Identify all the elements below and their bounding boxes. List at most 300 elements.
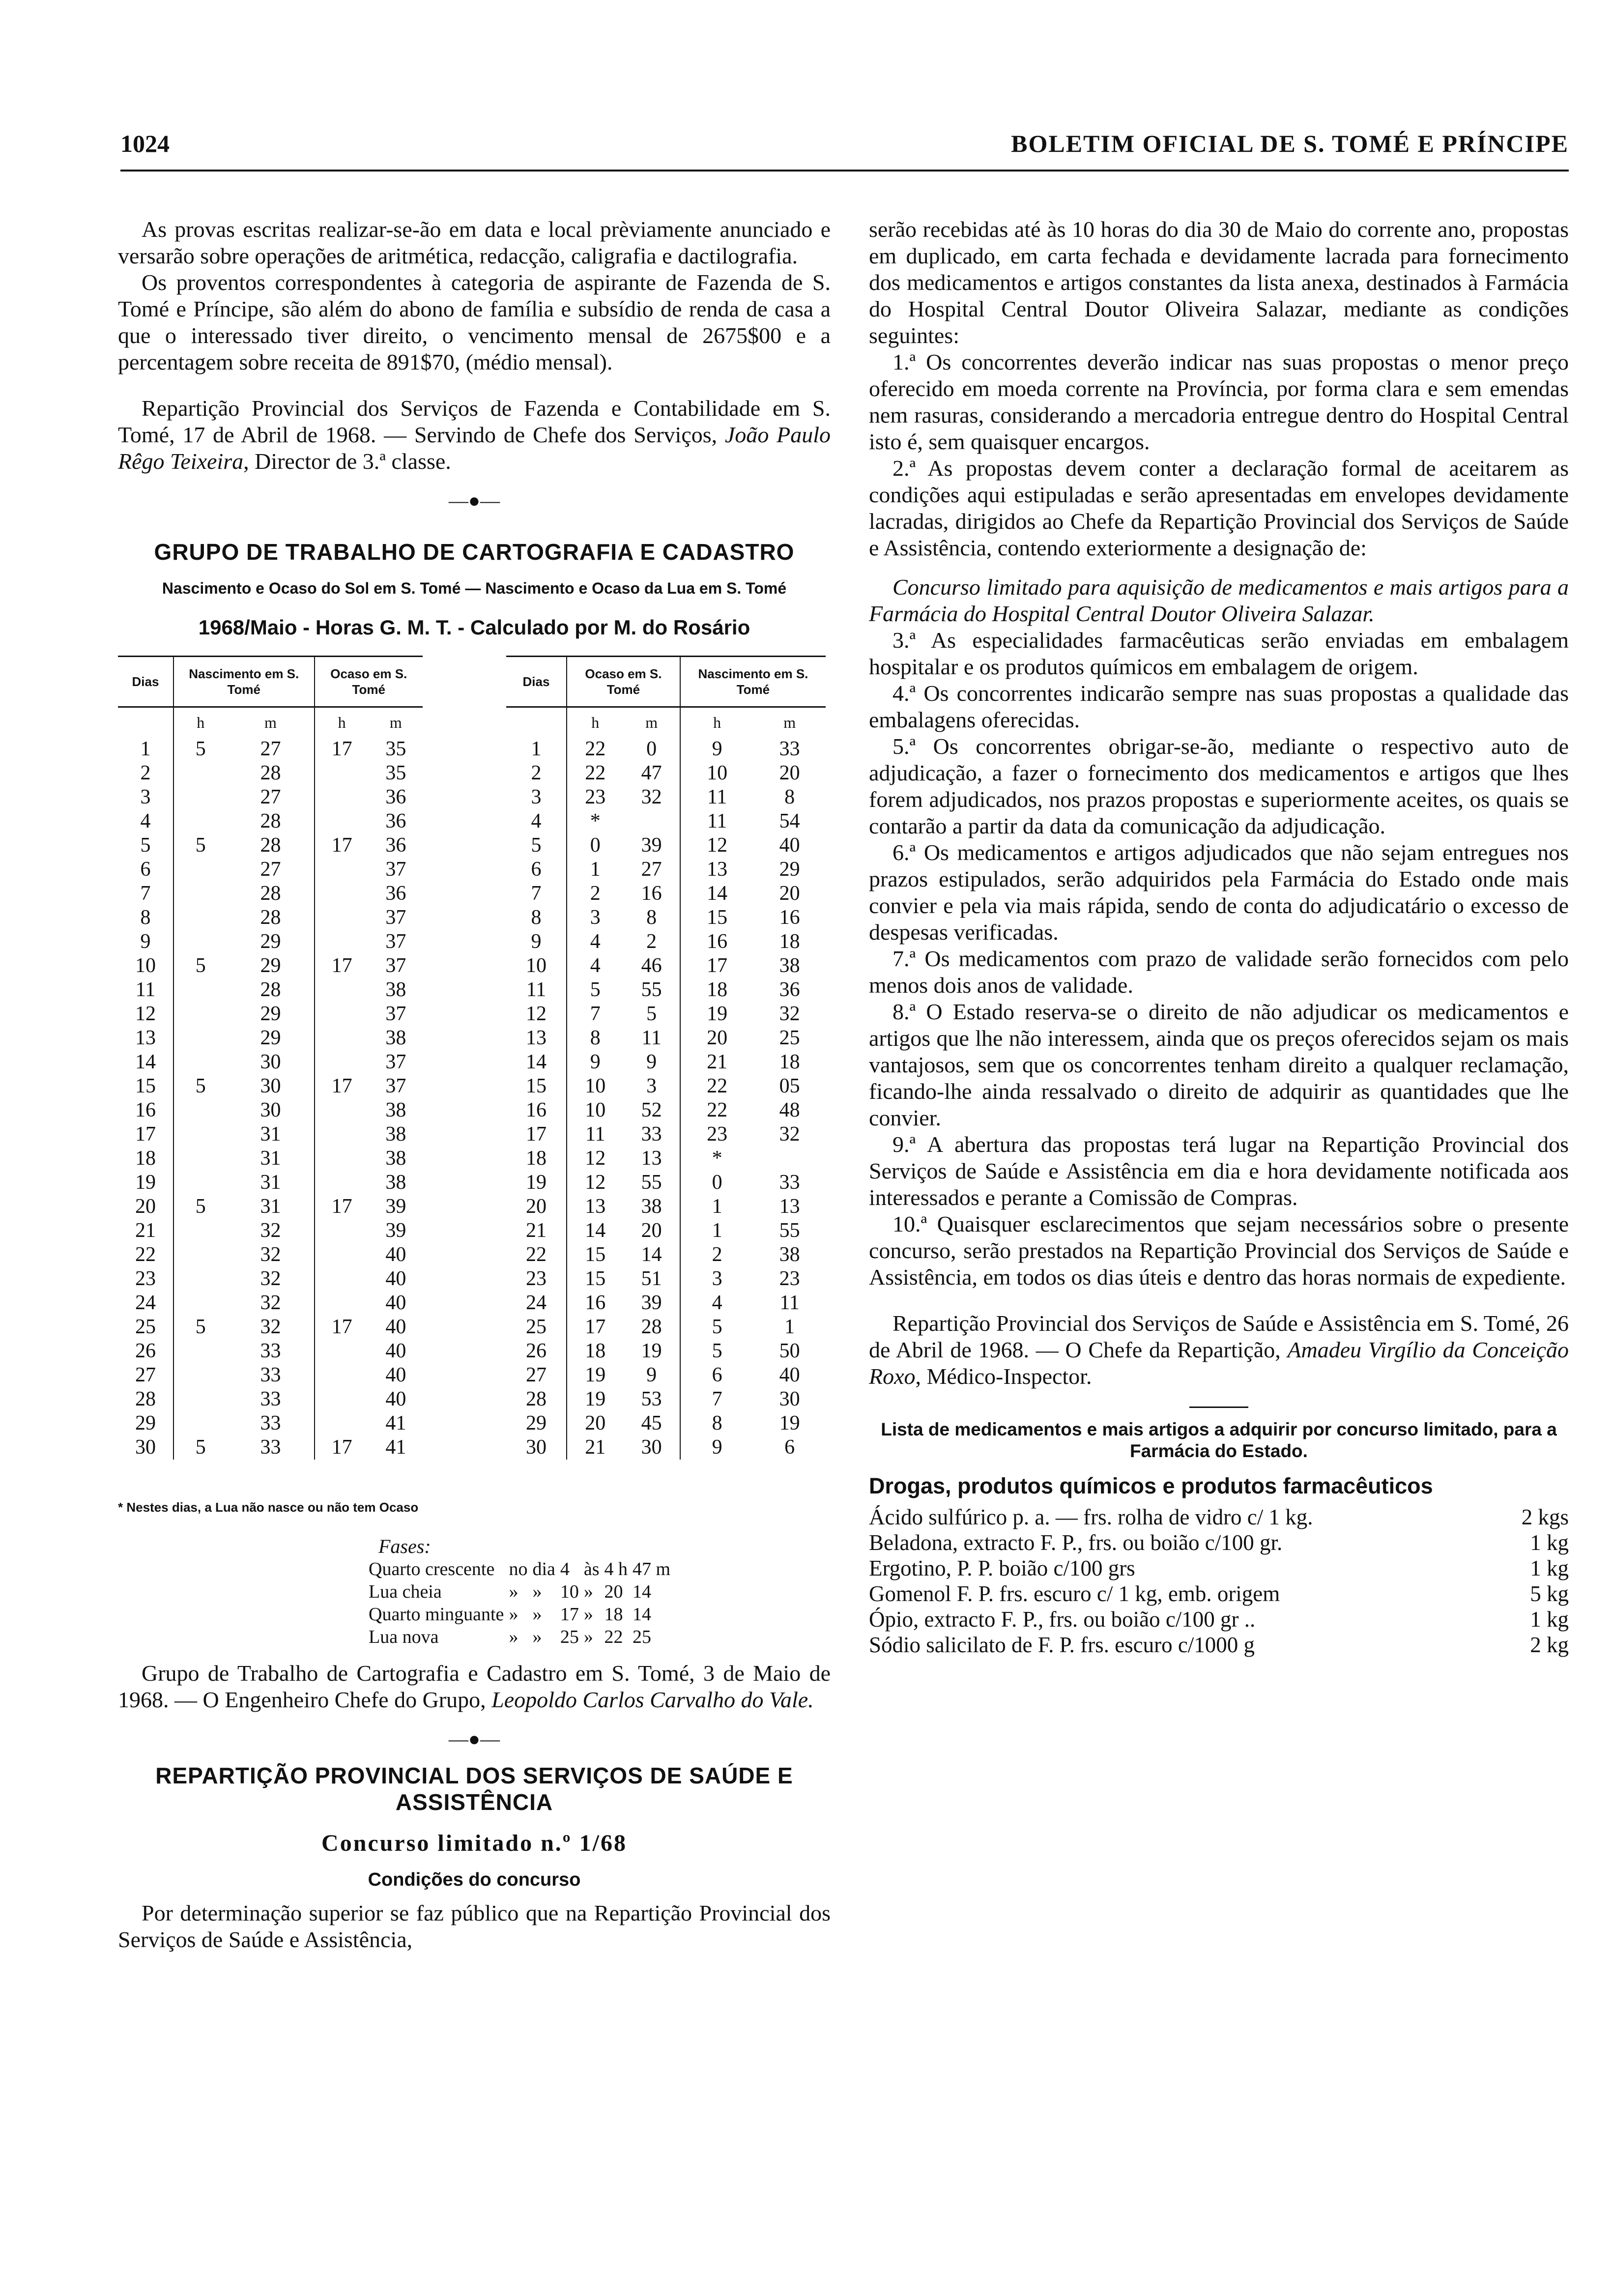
table-cell: 37 [385, 930, 406, 953]
table-cell: 19 [506, 1171, 567, 1195]
table-cell: 2 [506, 761, 567, 785]
table-cell: 8 [623, 906, 680, 930]
table-cell: 20 [118, 1195, 173, 1219]
phase-cell: 17 [560, 1604, 579, 1625]
table-cell: 5 [506, 833, 567, 858]
table-cell: 30 [779, 1388, 800, 1410]
table-cell: 6 [506, 858, 567, 882]
table-cell: 29 [506, 1411, 567, 1435]
table-row [118, 761, 423, 785]
table-cell: 0 [590, 834, 601, 857]
table-row [118, 906, 423, 930]
table-cell: 18 [779, 1051, 800, 1073]
table-cell: 21 [118, 1219, 173, 1243]
condition-1: 1.ª Os concorrentes deverão indicar nas suas propostas o menor preço oferecido em moeda corrente na Província, por forma clara e sem emendas nem rasuras, considerando a mercadoria entregue dentro do Hospital Central isto é, sem quaisquer encargos. [869, 349, 1569, 454]
table-cell: 1 [118, 737, 173, 761]
table-cell: 5 [195, 1316, 206, 1338]
table-cell [173, 1243, 227, 1267]
table-row [118, 1074, 423, 1098]
drug-item [869, 1504, 1569, 1530]
table-cell: 27 [118, 1363, 173, 1387]
phases-title: Fases: [378, 1535, 431, 1557]
astronomy-tables [118, 656, 831, 1491]
table-cell: 37 [385, 906, 406, 929]
table-cell: 41 [385, 1436, 406, 1459]
table-cell: 32 [623, 785, 680, 809]
table-cell: 12 [585, 1171, 606, 1194]
left-column [118, 216, 831, 1953]
table-cell: 10 [707, 762, 728, 784]
table-cell: 4 [590, 930, 601, 953]
units-cell [506, 707, 567, 738]
table-cell [315, 809, 369, 833]
table-cell: 23 [779, 1267, 800, 1290]
table-cell: 5 [623, 1002, 680, 1026]
table-cell: 28 [118, 1387, 173, 1411]
table-cell: 40 [385, 1364, 406, 1386]
table-row [118, 1026, 423, 1050]
table-cell: 20 [707, 1027, 728, 1049]
table-header: Nascimento em S. Tomé [680, 657, 826, 707]
table-cell: 29 [227, 954, 314, 978]
table-cell: 13 [506, 1026, 567, 1050]
drug-name: Ácido sulfúrico p. a. — frs. rolha de vidro c/ 1 kg. [869, 1505, 1313, 1529]
table-cell: 22 [585, 762, 606, 784]
table-row [506, 1339, 826, 1363]
condition-5: 5.ª Os concorrentes obrigar-se-ão, mediante o respectivo auto de adjudicação, a fazer o fornecimento dos medicamentos e artigos que lhes forem adjudicados, nos prazos propostas e superiormente aceites, os quais se contarão a partir da data da comunicação da adjudicação. [869, 734, 1569, 838]
table-cell: 17 [331, 834, 352, 857]
phase-cell: » [509, 1604, 518, 1625]
table-cell: 41 [385, 1412, 406, 1435]
table-cell: 52 [623, 1098, 680, 1122]
table-row [118, 1339, 423, 1363]
publication-title: BOLETIM OFICIAL DE S. TOMÉ E PRÍNCIPE [1011, 130, 1569, 157]
table-cell: 40 [385, 1267, 406, 1290]
table-cell [173, 978, 227, 1002]
table-cell: 39 [385, 1195, 406, 1218]
table-cell: 48 [779, 1099, 800, 1121]
drug-quantity: 5 kg [1530, 1581, 1569, 1606]
table-cell: 5 [712, 1316, 722, 1338]
table-cell: 7 [506, 882, 567, 906]
table-cell: 15 [707, 906, 728, 929]
table-cell: 11 [707, 810, 727, 832]
table-cell: 1 [590, 858, 601, 881]
table-row [506, 1195, 826, 1219]
table-cell: 15 [585, 1267, 606, 1290]
drug-item [869, 1555, 1569, 1581]
table-cell: 14 [707, 882, 728, 905]
drug-quantity: 1 kg [1530, 1556, 1569, 1580]
phase-cell: 20 [604, 1581, 623, 1602]
table-cell: 33 [623, 1122, 680, 1147]
phase-row [369, 1626, 675, 1648]
table-cell: 30 [506, 1435, 567, 1460]
table-cell: 55 [623, 1171, 680, 1195]
table-cell: 53 [623, 1387, 680, 1411]
table-cell [173, 761, 227, 785]
table-cell: 4 [590, 954, 601, 977]
table-cell: 05 [779, 1075, 800, 1097]
table-cell: 9 [506, 930, 567, 954]
units-cell: m [623, 707, 680, 738]
drug-list [869, 1504, 1569, 1658]
table-row [506, 761, 826, 785]
phase-cell: 22 [604, 1627, 623, 1647]
table-cell: 9 [712, 738, 722, 760]
phase-cell: » [583, 1627, 593, 1647]
table-cell: 20 [623, 1219, 680, 1243]
table-cell: 40 [779, 1364, 800, 1386]
table-row [506, 785, 826, 809]
table-cell: 18 [585, 1340, 606, 1362]
table-cell: 36 [385, 786, 406, 808]
table-cell: 26 [118, 1339, 173, 1363]
table-cell: 27 [506, 1363, 567, 1387]
table-cell: 36 [779, 978, 800, 1001]
units-cell: h [713, 713, 721, 731]
table-cell: 8 [590, 1027, 601, 1049]
units-row [506, 707, 826, 738]
table-row [118, 954, 423, 978]
paragraph: Por determinação superior se faz público que na Repartição Provincial dos Serviços de Saúde e Assistência, [118, 1900, 831, 1952]
table-cell [753, 1147, 826, 1171]
table-cell: 9 [623, 1050, 680, 1074]
table-cell: 6 [118, 858, 173, 882]
drug-quantity: 2 kg [1530, 1633, 1569, 1657]
table-header: Nascimento em S. Tomé [173, 657, 315, 707]
condition-8: 8.ª O Estado reserva-se o direito de não adjudicar os medicamentos e artigos que lhe não interessem, ainda que os preços oferecidos sejam os mais vantajosos, sem que os concorrentes tenham direito a qualquer reclamação, ficando-lhe ainda ressalvado o direito de adquirir as quantidades que lhe convier. [869, 999, 1569, 1130]
table-cell [315, 1026, 369, 1050]
table-cell: 0 [712, 1171, 722, 1194]
table-cell: 17 [331, 1316, 352, 1338]
table-cell: * [590, 810, 601, 832]
phase-cell: » [532, 1604, 542, 1625]
table-cell: 14 [585, 1219, 606, 1242]
table-cell: 17 [506, 1122, 567, 1147]
table-row [118, 1171, 423, 1195]
table-cell [315, 1267, 369, 1291]
table-cell: 36 [385, 810, 406, 832]
table-cell: 10 [506, 954, 567, 978]
table-cell: 3 [590, 906, 601, 929]
table-cell: 12 [707, 834, 728, 857]
designation: Concurso limitado para aquisição de medicamentos e mais artigos para a Farmácia do Hospital Central Doutor Oliveira Salazar. [869, 574, 1569, 626]
table-row [506, 978, 826, 1002]
table-row [118, 882, 423, 906]
phase-cell: Lua nova [369, 1627, 439, 1647]
table-cell [173, 1339, 227, 1363]
table-cell: 5 [195, 954, 206, 977]
moon-phases [369, 1535, 831, 1648]
table-cell: 23 [118, 1267, 173, 1291]
table-row [118, 1435, 423, 1460]
table-cell: 22 [118, 1243, 173, 1267]
page-number: 1024 [120, 130, 170, 157]
table-cell: 9 [590, 1051, 601, 1073]
table-cell: 22 [506, 1243, 567, 1267]
list-title: Lista de medicamentos e mais artigos a adquirir por concurso limitado, para a Farmácia do Estado. [881, 1419, 1557, 1461]
table-cell [623, 809, 680, 833]
table-cell: 33 [227, 1339, 314, 1363]
phases-table [369, 1558, 675, 1648]
table-cell: 5 [195, 738, 206, 760]
table-cell [173, 1411, 227, 1435]
table-cell: 13 [707, 858, 728, 881]
table-cell: 20 [585, 1412, 606, 1435]
table-cell: 25 [779, 1027, 800, 1049]
table-cell: 13 [118, 1026, 173, 1050]
table-cell: 3 [712, 1267, 722, 1290]
page-header [120, 125, 1569, 172]
drug-item [869, 1607, 1569, 1632]
table-cell [315, 978, 369, 1002]
table-row [118, 1098, 423, 1122]
table-row [506, 1219, 826, 1243]
table-cell: 14 [506, 1050, 567, 1074]
table-cell: 5 [195, 1436, 206, 1459]
table-header: Dias [118, 657, 173, 707]
table-cell: 4 [506, 809, 567, 833]
table-cell: 33 [227, 1363, 314, 1387]
table-cell: 32 [227, 1243, 314, 1267]
table-cell: 1 [506, 737, 567, 761]
table-cell [315, 1363, 369, 1387]
table-cell: 5 [118, 833, 173, 858]
table-cell: 16 [118, 1098, 173, 1122]
table-note: * Nestes dias, a Lua não nasce ou não tem Ocaso [118, 1500, 419, 1515]
table-cell [315, 1411, 369, 1435]
table-cell: 10 [585, 1075, 606, 1097]
table-row [118, 858, 423, 882]
table-cell: 7 [118, 882, 173, 906]
table-row [506, 1050, 826, 1074]
table-cell: 17 [331, 738, 352, 760]
moon-table [506, 656, 826, 1460]
table-cell: 32 [227, 1219, 314, 1243]
table-cell: 27 [623, 858, 680, 882]
table-row [118, 1363, 423, 1387]
table-cell: 1 [784, 1316, 795, 1338]
paragraph: serão recebidas até às 10 horas do dia 30 de Maio do corrente ano, propostas em duplicado, em carta fechada e devidamente lacrada para fornecimento dos medicamentos e artigos constantes da lista anexa, destinados à Farmácia do Hospital Central Doutor Oliveira Salazar, mediante as condições seguintes: [869, 217, 1569, 348]
phase-row [369, 1603, 675, 1626]
table-cell: 27 [227, 858, 314, 882]
table-cell: 28 [623, 1315, 680, 1339]
table-cell [315, 882, 369, 906]
table-cell [315, 1387, 369, 1411]
table-cell: 6 [784, 1436, 795, 1459]
table-cell: 29 [118, 1411, 173, 1435]
table-cell: 38 [385, 978, 406, 1001]
table-cell: 31 [227, 1195, 314, 1219]
table-cell: 19 [585, 1364, 606, 1386]
section-subtitle-2: 1968/Maio - Horas G. M. T. - Calculado por M. do Rosário [198, 616, 750, 639]
table-cell: 20 [506, 1195, 567, 1219]
phase-cell: 18 [604, 1604, 623, 1625]
table-cell: 27 [227, 785, 314, 809]
table-cell [315, 1339, 369, 1363]
phase-row [369, 1558, 675, 1580]
table-row [506, 1387, 826, 1411]
condition-2: 2.ª As propostas devem conter a declaração formal de aceitarem as condições aqui estipuladas e serão apresentadas em envelopes devidamente lacradas, dirigidos ao Chefe da Repartição Provincial dos Serviços de Saúde e Assistência, contendo exteriormente a designação de: [869, 456, 1569, 560]
table-row [506, 1267, 826, 1291]
table-cell: 11 [623, 1026, 680, 1050]
table-cell: 21 [707, 1051, 728, 1073]
table-row [118, 1195, 423, 1219]
table-cell: 0 [623, 737, 680, 761]
table-cell: 10 [118, 954, 173, 978]
table-cell: 40 [385, 1292, 406, 1314]
table-cell: 19 [118, 1171, 173, 1195]
table-cell [173, 1291, 227, 1315]
phase-cell: 14 [633, 1581, 652, 1602]
table-cell: 17 [118, 1122, 173, 1147]
table-cell: 36 [385, 834, 406, 857]
table-cell: 21 [506, 1219, 567, 1243]
table-cell [173, 1267, 227, 1291]
table-cell: 39 [623, 1291, 680, 1315]
table-cell: 22 [585, 738, 606, 760]
table-header: Dias [506, 657, 567, 707]
table-row [506, 1291, 826, 1315]
table-cell: 9 [118, 930, 173, 954]
table-cell: 33 [227, 1387, 314, 1411]
table-cell: 20 [779, 882, 800, 905]
table-cell: 16 [623, 882, 680, 906]
table-cell: 33 [227, 1411, 314, 1435]
table-cell [315, 1098, 369, 1122]
condition-6: 6.ª Os medicamentos e artigos adjudicados que não sejam entregues nos prazos estipulados, serão adquiridos pela Farmácia do Estado onde mais convier e pela via mais rápida, sendo de conta do adjudicatário o excesso de despesas verificadas. [869, 840, 1569, 945]
table-cell [315, 906, 369, 930]
table-cell: 29 [227, 930, 314, 954]
table-cell: 22 [707, 1075, 728, 1097]
table-cell: 11 [118, 978, 173, 1002]
divider [1189, 1406, 1248, 1408]
condition-10: 10.ª Quaisquer esclarecimentos que sejam necessários sobre o presente concurso, serão prestados na Repartição Provincial dos Serviços de Saúde e Assistência, em todos os dias úteis e dentro das horas normais de expediente. [869, 1211, 1569, 1290]
table-cell: 28 [227, 882, 314, 906]
phase-cell: 25 [633, 1627, 652, 1647]
table-cell: 27 [227, 737, 314, 761]
condition-4: 4.ª Os concorrentes indicarão sempre nas suas propostas a qualidade das embalagens oferecidas. [869, 681, 1569, 732]
table-cell: 3 [506, 785, 567, 809]
table-cell: 29 [779, 858, 800, 881]
table-cell [315, 930, 369, 954]
phase-cell: Quarto crescente [369, 1559, 495, 1579]
phase-cell: » [583, 1604, 593, 1625]
table-row [506, 737, 826, 761]
table-cell: 55 [779, 1219, 800, 1242]
table-row [118, 809, 423, 833]
table-cell: 31 [227, 1122, 314, 1147]
table-cell: 14 [118, 1050, 173, 1074]
table-cell: 4 [118, 809, 173, 833]
section-title: REPARTIÇÃO PROVINCIAL DOS SERVIÇOS DE SAÚDE E ASSISTÊNCIA [155, 1763, 793, 1815]
table-cell: 37 [385, 1003, 406, 1025]
table-cell: 33 [779, 1171, 800, 1194]
table-cell: 13 [779, 1195, 800, 1218]
table-cell: 37 [385, 1075, 406, 1097]
table-cell: 36 [385, 882, 406, 905]
table-cell: 39 [623, 833, 680, 858]
table-cell: 37 [385, 858, 406, 881]
table-cell: 13 [585, 1195, 606, 1218]
table-cell: 39 [385, 1219, 406, 1242]
table-row [118, 1050, 423, 1074]
table-cell: 10 [585, 1099, 606, 1121]
table-row [118, 1002, 423, 1026]
table-cell [173, 1219, 227, 1243]
table-cell: 30 [118, 1435, 173, 1460]
table-cell: 7 [590, 1003, 601, 1025]
drug-quantity: 1 kg [1530, 1607, 1569, 1632]
signature-fazenda: Repartição Provincial dos Serviços de Fazenda e Contabilidade em S. Tomé, 17 de Abril de 1968. — Servindo de Chefe dos Serviços, João Paulo Rêgo Teixeira, Director de 3.ª classe. [118, 396, 831, 474]
table-row [118, 1122, 423, 1147]
table-cell: 18 [506, 1147, 567, 1171]
table-cell [173, 1147, 227, 1171]
table-cell: 32 [779, 1123, 800, 1146]
table-cell: 28 [227, 761, 314, 785]
table-cell: 7 [712, 1388, 722, 1410]
table-row [506, 809, 826, 833]
condition-9: 9.ª A abertura das propostas terá lugar na Repartição Provincial dos Serviços de Saúde e Assistência em dia e hora devidamente notificada aos interessados e perante a Comissão de Compras. [869, 1132, 1569, 1210]
table-cell: 33 [779, 738, 800, 760]
table-cell: 19 [779, 1412, 800, 1435]
signature-saude: Repartição Provincial dos Serviços de Saúde e Assistência em S. Tomé, 26 de Abril de 1968. — O Chefe da Repartição, Amadeu Virgílio da Conceição Roxo, Médico-Inspector. [869, 1311, 1569, 1389]
table-cell [173, 1122, 227, 1147]
condition-7: 7.ª Os medicamentos com prazo de validade serão fornecidos com pelo menos dois anos de validade. [869, 946, 1569, 998]
table-cell: 51 [623, 1267, 680, 1291]
table-row [506, 858, 826, 882]
table-cell: 2 [712, 1243, 722, 1266]
table-row [118, 1315, 423, 1339]
phase-cell: » [583, 1581, 593, 1602]
table-cell: 16 [506, 1098, 567, 1122]
phase-cell: no [509, 1559, 528, 1579]
table-cell: 45 [623, 1411, 680, 1435]
concurso-title: Concurso limitado n.º 1/68 [321, 1830, 627, 1856]
table-cell [173, 1363, 227, 1387]
table-cell: 23 [585, 786, 606, 808]
table-cell: 16 [585, 1292, 606, 1314]
table-row [118, 1219, 423, 1243]
table-cell: 30 [227, 1074, 314, 1098]
table-cell [173, 1098, 227, 1122]
table-cell: 12 [585, 1147, 606, 1170]
condition-3: 3.ª As especialidades farmacêuticas serão enviadas em embalagem hospitalar e os produtos químicos em embalagem de origem. [869, 628, 1569, 679]
drug-item [869, 1632, 1569, 1658]
table-row [506, 906, 826, 930]
table-cell: 38 [385, 1147, 406, 1170]
section-title: GRUPO DE TRABALHO DE CARTOGRAFIA E CADASTRO [154, 539, 795, 565]
units-cell: h [338, 713, 346, 731]
table-cell: 3 [623, 1074, 680, 1098]
drug-name: Ergotino, P. P. boião c/100 grs [869, 1556, 1135, 1580]
table-row [118, 737, 423, 761]
table-cell: 28 [227, 809, 314, 833]
table-cell: 11 [707, 786, 727, 808]
table-cell [315, 1122, 369, 1147]
table-cell: 38 [385, 1027, 406, 1049]
table-cell [173, 1026, 227, 1050]
table-cell: 31 [227, 1171, 314, 1195]
table-row [118, 1243, 423, 1267]
table-cell: 55 [623, 978, 680, 1002]
table-cell: 19 [707, 1003, 728, 1025]
table-cell: 50 [779, 1340, 800, 1362]
units-cell: m [227, 707, 314, 738]
table-cell: 5 [712, 1340, 722, 1362]
table-cell: 28 [227, 906, 314, 930]
